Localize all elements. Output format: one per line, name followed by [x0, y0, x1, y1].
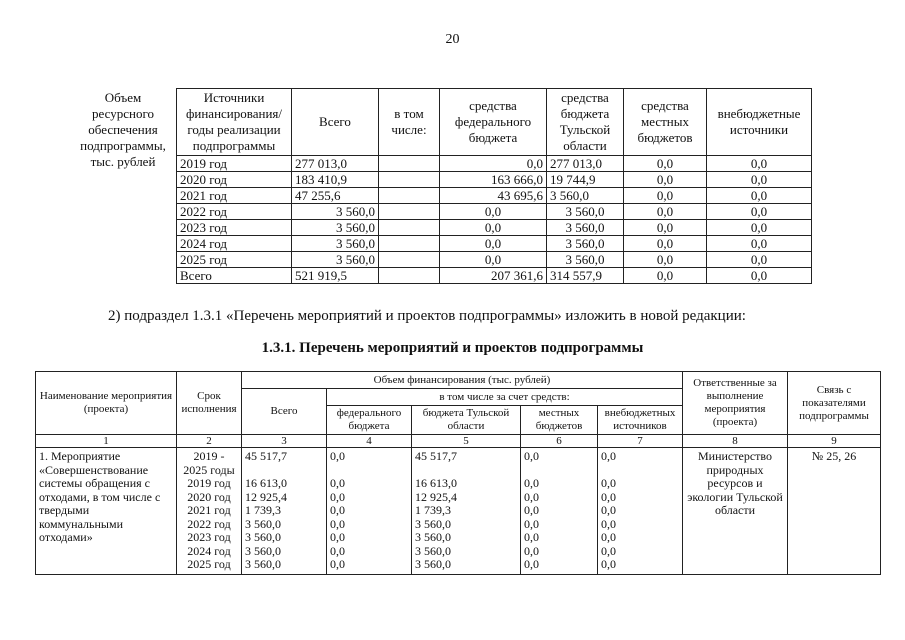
- federal-value: 0,0: [330, 543, 345, 558]
- extra-value: 0,0: [601, 489, 616, 504]
- year-cell: 2019 год: [177, 156, 292, 172]
- header-term: Срок исполнения: [177, 372, 242, 435]
- extra-value: [601, 464, 679, 478]
- term-line: 2022 год: [187, 516, 231, 531]
- total-value: 3 560,0: [245, 516, 281, 531]
- regional-cell: 3 560,0: [547, 236, 624, 252]
- local-cell: 0,0: [624, 156, 707, 172]
- total-value: 3 560,0: [245, 530, 281, 544]
- federal-value: 0,0: [330, 503, 345, 517]
- measure-name-line: отходами»: [39, 530, 93, 544]
- federal-value: 0,0: [330, 449, 345, 463]
- local-cell: 0,0: [624, 252, 707, 268]
- federal-cell: 0,0: [440, 220, 547, 236]
- federal-cell: 0,0: [440, 156, 547, 172]
- measure-name-cell: [36, 448, 177, 575]
- regional-value: 3 560,0: [415, 543, 451, 558]
- term-line: 2020 год: [187, 489, 231, 504]
- total-cell: 277 013,0: [292, 156, 379, 172]
- local-cell: 0,0: [624, 236, 707, 252]
- header-including: в том числе за счет средств:: [327, 389, 683, 406]
- amendment-paragraph: 2) подраздел 1.3.1 «Перечень мероприятий и проектов подпрограммы» изложить в новой редакции:: [108, 308, 746, 324]
- extra-cell: 0,0: [707, 268, 812, 284]
- resource-table: [70, 88, 812, 284]
- total-cell: 183 410,9: [292, 172, 379, 188]
- empty-cell: [379, 236, 440, 252]
- regional-value: 3 560,0: [415, 530, 451, 544]
- resource-row: [70, 236, 812, 252]
- federal-cell: 163 666,0: [440, 172, 547, 188]
- responsible-line: Министерство: [698, 449, 772, 463]
- empty-cell: [379, 188, 440, 204]
- measure-name-line: отходами, в том числе с: [39, 489, 161, 504]
- total-value: 45 517,7: [245, 449, 287, 463]
- responsible-line: ресурсов и: [707, 476, 763, 490]
- header-regional: средства бюджета Тульской области: [547, 89, 624, 156]
- resource-row: [70, 220, 812, 236]
- regional-value: [415, 464, 517, 478]
- column-number: 6: [521, 435, 598, 448]
- term-line: 2019 -: [193, 449, 225, 463]
- header-total: Всего: [292, 89, 379, 156]
- federal-cell: 43 695,6: [440, 188, 547, 204]
- resource-row: [70, 156, 812, 172]
- term-line: 2023 год: [187, 530, 231, 544]
- regional-cell: 3 560,0: [547, 188, 624, 204]
- federal-cell: 0,0: [440, 252, 547, 268]
- federal-value: 0,0: [330, 476, 345, 490]
- column-number: 1: [36, 435, 177, 448]
- regional-value: 12 925,4: [415, 489, 457, 504]
- measure-row: [36, 448, 881, 575]
- local-value: 0,0: [524, 530, 539, 544]
- responsible-cell: [683, 448, 788, 575]
- regional-value: 3 560,0: [415, 557, 451, 571]
- year-cell: 2024 год: [177, 236, 292, 252]
- empty-cell: [379, 252, 440, 268]
- term-line: 2024 год: [187, 543, 231, 558]
- term-line: 2025 год: [187, 557, 231, 571]
- term-line: 2019 год: [187, 476, 231, 490]
- extra-cell: 0,0: [707, 172, 812, 188]
- column-number: 7: [598, 435, 683, 448]
- regional-col-cell: [412, 448, 521, 575]
- column-number: 3: [242, 435, 327, 448]
- total-value: 3 560,0: [245, 543, 281, 558]
- extra-cell: 0,0: [707, 188, 812, 204]
- measure-name-line: твердыми: [39, 503, 90, 517]
- total-col-cell: [242, 448, 327, 575]
- empty-cell: [379, 172, 440, 188]
- resource-row-label: Объем ресурсного обеспечения подпрограммы, тыс. рублей: [80, 89, 166, 169]
- header-sources: Источники финансирования/ годы реализации подпрограммы: [177, 89, 292, 156]
- extra-cell: 0,0: [707, 220, 812, 236]
- local-cell: 0,0: [624, 188, 707, 204]
- federal-value: 0,0: [330, 530, 345, 544]
- header-including: в том числе:: [379, 89, 440, 156]
- local-cell: 0,0: [624, 172, 707, 188]
- local-value: 0,0: [524, 449, 539, 463]
- extra-value: 0,0: [601, 543, 616, 558]
- column-number: 9: [788, 435, 881, 448]
- resource-header-row: [70, 89, 812, 156]
- federal-value: [330, 464, 408, 478]
- federal-value: 0,0: [330, 516, 345, 531]
- header-responsible: Ответственные за выполнение мероприятия (проекта): [683, 372, 788, 435]
- total-cell: 3 560,0: [292, 252, 379, 268]
- federal-value: 0,0: [330, 557, 345, 571]
- local-value: 0,0: [524, 503, 539, 517]
- total-value: 12 925,4: [245, 489, 287, 504]
- total-value: 16 613,0: [245, 476, 287, 490]
- regional-cell: 314 557,9: [547, 268, 624, 284]
- header-local: местных бюджетов: [521, 406, 598, 435]
- federal-cell: 207 361,6: [440, 268, 547, 284]
- page-number: 20: [445, 32, 460, 47]
- federal-cell: 0,0: [440, 204, 547, 220]
- total-value: 1 739,3: [245, 503, 281, 517]
- measure-name-line: «Совершенствование: [39, 462, 149, 477]
- measure-name-line: системы обращения с: [39, 476, 150, 490]
- term-line: 2021 год: [187, 503, 231, 517]
- regional-cell: 277 013,0: [547, 156, 624, 172]
- extra-cell: 0,0: [707, 156, 812, 172]
- total-cell: 3 560,0: [292, 220, 379, 236]
- header-total: Всего: [242, 389, 327, 435]
- local-value: [524, 464, 594, 478]
- header-extra: внебюджетные источники: [707, 89, 812, 156]
- total-value: 3 560,0: [245, 557, 281, 571]
- extra-cell: 0,0: [707, 204, 812, 220]
- measures-table: [35, 371, 881, 575]
- regional-cell: 19 744,9: [547, 172, 624, 188]
- resource-row: [70, 188, 812, 204]
- indicator-link: № 25, 26: [811, 449, 857, 463]
- empty-cell: [379, 268, 440, 284]
- local-value: 0,0: [524, 557, 539, 571]
- local-value: 0,0: [524, 489, 539, 504]
- term-line: 2025 годы: [183, 462, 235, 477]
- responsible-line: природных: [706, 462, 764, 477]
- year-cell: 2021 год: [177, 188, 292, 204]
- header-funding: Объем финансирования (тыс. рублей): [242, 372, 683, 389]
- term-cell: [177, 448, 242, 575]
- extra-cell: 0,0: [707, 252, 812, 268]
- section-heading: 1.3.1. Перечень мероприятий и проектов подпрограммы: [261, 340, 644, 356]
- header-link: Связь с показателями подпрограммы: [788, 372, 881, 435]
- year-cell: Всего: [177, 268, 292, 284]
- local-value: 0,0: [524, 516, 539, 531]
- local-value: 0,0: [524, 476, 539, 490]
- regional-value: 3 560,0: [415, 516, 451, 531]
- measures-header-row-1: [36, 372, 881, 389]
- total-cell: 3 560,0: [292, 236, 379, 252]
- extra-cell: 0,0: [707, 236, 812, 252]
- resource-total-row: [70, 268, 812, 284]
- column-number: 2: [177, 435, 242, 448]
- federal-value: 0,0: [330, 489, 345, 504]
- column-number: 5: [412, 435, 521, 448]
- regional-value: 16 613,0: [415, 476, 457, 490]
- regional-value: 1 739,3: [415, 503, 451, 517]
- local-cell: 0,0: [624, 220, 707, 236]
- year-cell: 2022 год: [177, 204, 292, 220]
- total-cell: 3 560,0: [292, 204, 379, 220]
- regional-value: 45 517,7: [415, 449, 457, 463]
- responsible-line: экологии Тульской: [687, 489, 783, 504]
- extra-value: 0,0: [601, 449, 616, 463]
- year-cell: 2020 год: [177, 172, 292, 188]
- extra-value: 0,0: [601, 503, 616, 517]
- column-number: 4: [327, 435, 412, 448]
- local-col-cell: [521, 448, 598, 575]
- extra-col-cell: [598, 448, 683, 575]
- regional-cell: 3 560,0: [547, 220, 624, 236]
- header-local: средства местных бюджетов: [624, 89, 707, 156]
- total-cell: 521 919,5: [292, 268, 379, 284]
- empty-cell: [379, 156, 440, 172]
- empty-cell: [379, 204, 440, 220]
- header-federal: федерального бюджета: [327, 406, 412, 435]
- total-cell: 47 255,6: [292, 188, 379, 204]
- year-cell: 2025 год: [177, 252, 292, 268]
- header-federal: средства федерального бюджета: [440, 89, 547, 156]
- regional-cell: 3 560,0: [547, 252, 624, 268]
- extra-value: 0,0: [601, 516, 616, 531]
- extra-value: 0,0: [601, 557, 616, 571]
- header-measure-name: Наименование мероприятия (проекта): [36, 372, 177, 435]
- federal-col-cell: [327, 448, 412, 575]
- local-cell: 0,0: [624, 204, 707, 220]
- column-number: 8: [683, 435, 788, 448]
- local-value: 0,0: [524, 543, 539, 558]
- column-number-row: [36, 435, 881, 448]
- extra-value: 0,0: [601, 530, 616, 544]
- federal-cell: 0,0: [440, 236, 547, 252]
- responsible-line: области: [714, 503, 756, 517]
- measure-name-line: 1. Мероприятие: [39, 449, 121, 463]
- local-cell: 0,0: [624, 268, 707, 284]
- header-regional: бюджета Тульской области: [412, 406, 521, 435]
- resource-row: [70, 204, 812, 220]
- measure-name-line: коммунальными: [39, 516, 123, 531]
- empty-cell: [379, 220, 440, 236]
- regional-cell: 3 560,0: [547, 204, 624, 220]
- year-cell: 2023 год: [177, 220, 292, 236]
- resource-row: [70, 172, 812, 188]
- resource-row: [70, 252, 812, 268]
- header-extra: внебюджетных источников: [598, 406, 683, 435]
- total-value: [245, 464, 323, 478]
- extra-value: 0,0: [601, 476, 616, 490]
- link-cell: [788, 448, 881, 575]
